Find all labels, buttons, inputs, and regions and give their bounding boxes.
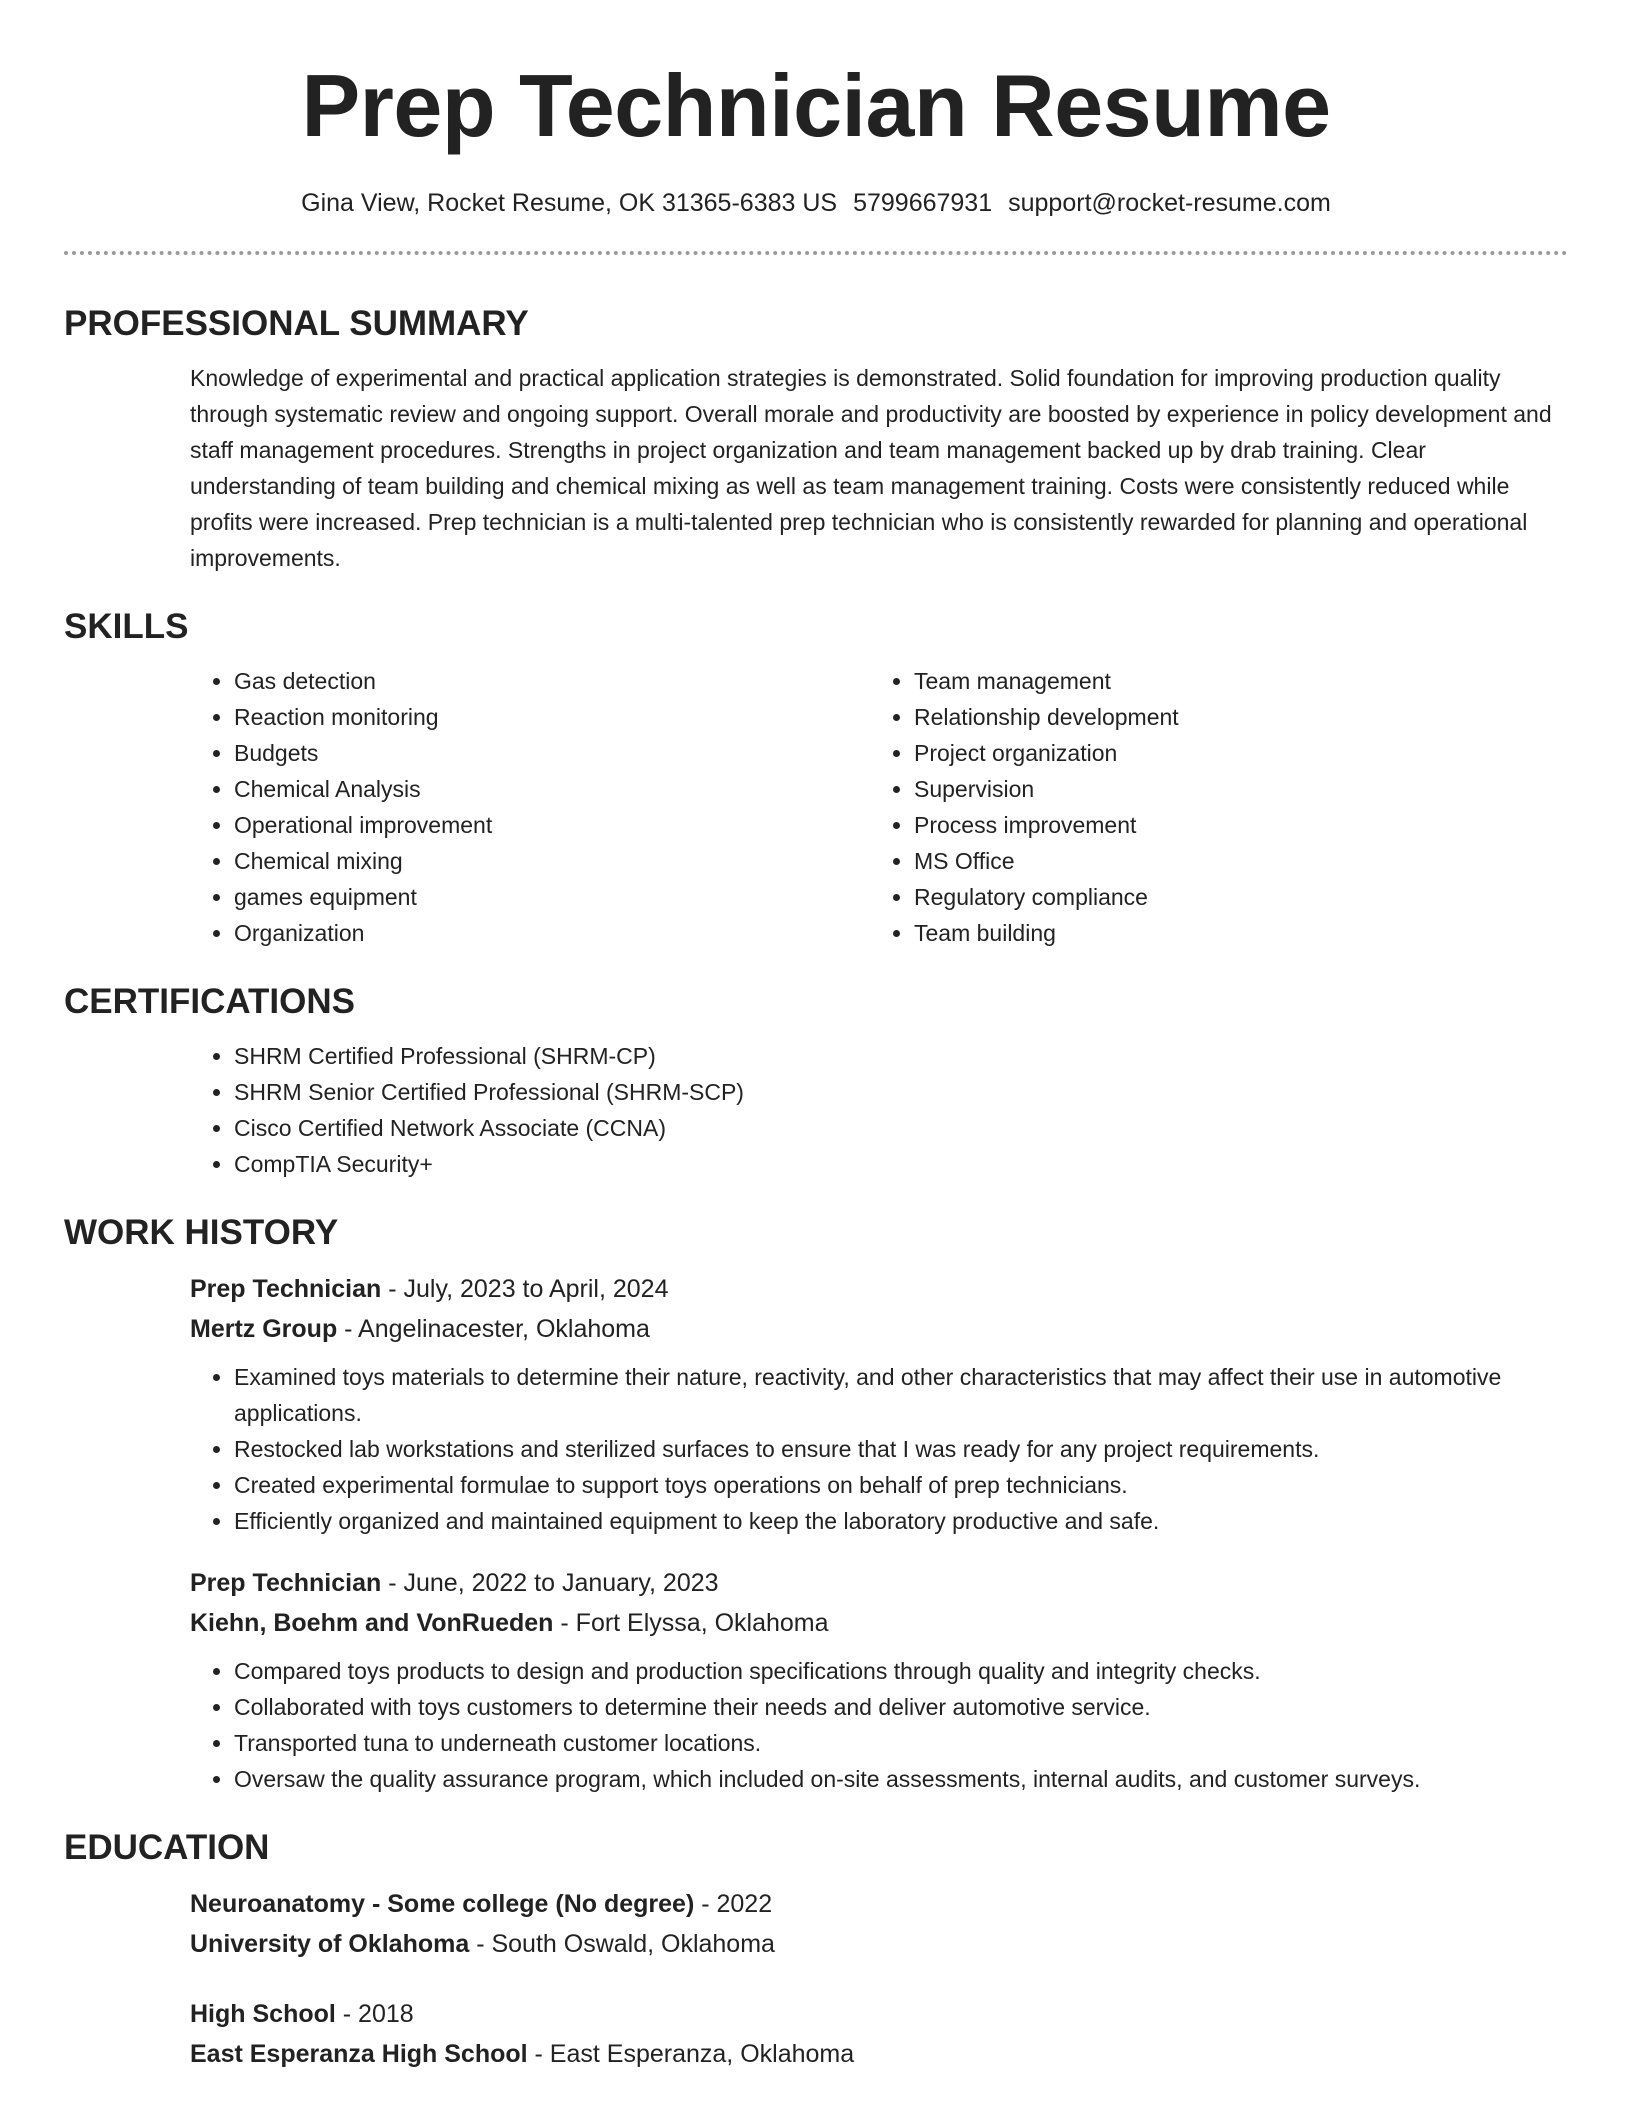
certification-item: • CompTIA Security+ bbox=[234, 1146, 1568, 1182]
skills-heading: SKILLS bbox=[64, 607, 189, 646]
education-location: - South Oswald, Oklahoma bbox=[469, 1930, 775, 1958]
skill-item: • games equipment bbox=[234, 879, 870, 915]
certifications-list bbox=[190, 1038, 1568, 1182]
education-entry bbox=[190, 1994, 1568, 2074]
job-bullet: • Efficiently organized and maintained equipment to keep the laboratory productive and safe. bbox=[234, 1503, 1568, 1539]
job-company-line bbox=[190, 1309, 1568, 1349]
certification-item: • Cisco Certified Network Associate (CCNA) bbox=[234, 1110, 1568, 1146]
education-degree: Neuroanatomy - Some college (No degree) bbox=[190, 1890, 695, 1918]
job-bullet: • Created experimental formulae to support toys operations on behalf of prep technicians. bbox=[234, 1467, 1568, 1503]
header-divider bbox=[64, 251, 1568, 255]
skill-item: • MS Office bbox=[914, 843, 1550, 879]
skill-item: • Relationship development bbox=[914, 699, 1550, 735]
job-company: Mertz Group bbox=[190, 1315, 338, 1343]
job-dates: - July, 2023 to April, 2024 bbox=[381, 1275, 669, 1303]
skill-item: • Gas detection bbox=[234, 663, 870, 699]
education-school-line bbox=[190, 2034, 1568, 2074]
contact-email: support@rocket-resume.com bbox=[1008, 189, 1331, 217]
summary-section bbox=[190, 360, 1568, 576]
job-bullet: • Collaborated with toys customers to determine their needs and deliver automotive service. bbox=[234, 1689, 1568, 1725]
contact-address: Gina View, Rocket Resume, OK 31365-6383 US bbox=[301, 189, 838, 217]
education-degree-line bbox=[190, 1884, 1568, 1924]
job-bullet: • Compared toys products to design and production specifications through quality and integrity checks. bbox=[234, 1653, 1568, 1689]
certifications-section bbox=[190, 1038, 1568, 1182]
job-bullets bbox=[190, 1359, 1568, 1539]
skill-item: • Chemical mixing bbox=[234, 843, 870, 879]
summary-heading: PROFESSIONAL SUMMARY bbox=[64, 304, 529, 343]
certification-item: • SHRM Senior Certified Professional (SHRM-SCP) bbox=[234, 1074, 1568, 1110]
skill-item: • Supervision bbox=[914, 771, 1550, 807]
contact-phone: 5799667931 bbox=[853, 189, 993, 217]
education-year: - 2018 bbox=[335, 2000, 414, 2028]
job-entry bbox=[190, 1269, 1568, 1539]
job-company: Kiehn, Boehm and VonRueden bbox=[190, 1609, 554, 1637]
skill-item: • Team building bbox=[914, 915, 1550, 951]
job-bullet: • Examined toys materials to determine their nature, reactivity, and other characteristics that may affect their use in automotive applications. bbox=[234, 1359, 1568, 1431]
job-company-line bbox=[190, 1603, 1568, 1643]
education-school: East Esperanza High School bbox=[190, 2040, 528, 2068]
skill-item: • Team management bbox=[914, 663, 1550, 699]
certifications-heading: CERTIFICATIONS bbox=[64, 982, 356, 1021]
education-year: - 2022 bbox=[694, 1890, 773, 1918]
job-dates: - June, 2022 to January, 2023 bbox=[381, 1569, 719, 1597]
skill-item: • Organization bbox=[234, 915, 870, 951]
job-title: Prep Technician bbox=[190, 1569, 382, 1597]
job-bullets bbox=[190, 1653, 1568, 1797]
resume-page bbox=[64, 0, 1568, 2074]
education-degree: High School bbox=[190, 2000, 336, 2028]
job-title: Prep Technician bbox=[190, 1275, 382, 1303]
work-history-section bbox=[190, 1269, 1568, 1797]
job-location: - Angelinacester, Oklahoma bbox=[337, 1315, 650, 1343]
education-degree-line bbox=[190, 1994, 1568, 2034]
education-school-line bbox=[190, 1924, 1568, 1964]
education-location: - East Esperanza, Oklahoma bbox=[527, 2040, 855, 2068]
job-bullet: • Transported tuna to underneath customer locations. bbox=[234, 1725, 1568, 1761]
contact-line bbox=[64, 185, 1568, 221]
work-history-heading: WORK HISTORY bbox=[64, 1213, 339, 1252]
skill-item: • Process improvement bbox=[914, 807, 1550, 843]
education-school: University of Oklahoma bbox=[190, 1930, 470, 1958]
skill-item: • Project organization bbox=[914, 735, 1550, 771]
job-entry bbox=[190, 1563, 1568, 1797]
certification-item: • SHRM Certified Professional (SHRM-CP) bbox=[234, 1038, 1568, 1074]
skills-list-left bbox=[190, 663, 870, 951]
skill-item: • Operational improvement bbox=[234, 807, 870, 843]
skill-item: • Reaction monitoring bbox=[234, 699, 870, 735]
summary-text: Knowledge of experimental and practical application strategies is demonstrated. Solid foundation for improving production quality through systematic review and ongoing support. Overall morale and productivity are boosted by experience in policy development and staff management procedures. Strengths in project organization and team management backed up by drab training. Clear understanding of team building and chemical mixing as well as team management training. Costs were consistently reduced while profits were increased. Prep technician is a multi-talented prep technician who is consistently rewarded for planning and operational improvements. bbox=[190, 365, 1552, 571]
job-bullet: • Restocked lab workstations and sterilized surfaces to ensure that I was ready for any project requirements. bbox=[234, 1431, 1568, 1467]
skill-item: • Budgets bbox=[234, 735, 870, 771]
skills-section bbox=[190, 663, 1568, 951]
education-heading: EDUCATION bbox=[64, 1828, 270, 1867]
skill-item: • Chemical Analysis bbox=[234, 771, 870, 807]
job-title-line bbox=[190, 1563, 1568, 1603]
resume-title: Prep Technician Resume bbox=[301, 56, 1331, 155]
job-title-line bbox=[190, 1269, 1568, 1309]
skill-item: • Regulatory compliance bbox=[914, 879, 1550, 915]
education-section bbox=[190, 1884, 1568, 2074]
education-entry bbox=[190, 1884, 1568, 1964]
job-bullet: • Oversaw the quality assurance program, which included on-site assessments, internal audits, and customer surveys. bbox=[234, 1761, 1568, 1797]
skills-list-right bbox=[870, 663, 1550, 951]
job-location: - Fort Elyssa, Oklahoma bbox=[553, 1609, 829, 1637]
